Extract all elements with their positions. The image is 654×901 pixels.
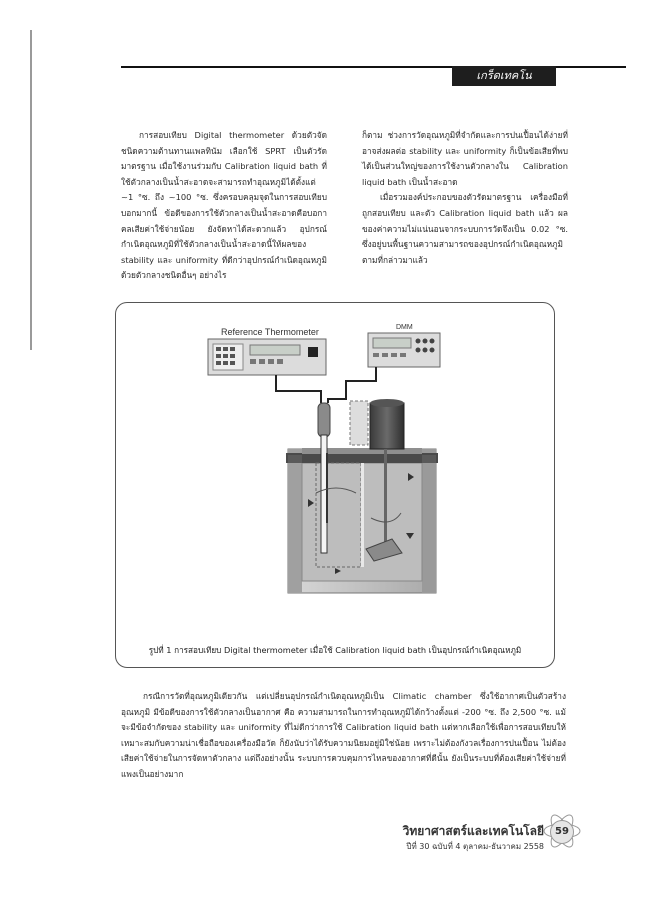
- section-tab: เกร็ดเทคโน: [452, 66, 556, 86]
- column-right-paragraph-1: ก็ตาม ช่วงการวัดอุณหภูมิที่จำกัดและการปนเปื้อนได้ง่ายที่อาจส่งผลต่อ stability และ uniformity ก็เป็นข้อเสียที่พบได้เป็นส่วนใหญ่ของการใช้งานตัวกลางใน Calibration liquid bath เป็นน้ำสะอาด: [362, 130, 568, 187]
- dmm-label: DMM: [396, 324, 413, 331]
- column-right-paragraph-2: เมื่อรวมองค์ประกอบของตัวรัดมาตรฐาน เครื่องมือที่ถูกสอบเทียบ และตัว Calibration liquid bath แล้ว ผลของค่าความไม่แน่นอนจากระบบการวัดจึงเป็น 0.02 °ซ. ซึ่งอยู่บนพื้นฐานความสามารถของอุปกรณ์กำเนิดอุณหภูมิตามที่กล่าวมาแล้ว: [362, 192, 568, 265]
- column-right: [362, 128, 568, 268]
- dmm-cable: [328, 367, 376, 403]
- reference-thermometer-label: Reference Thermometer: [221, 327, 319, 337]
- figure-caption: รูปที่ 1 การสอบเทียบ Digital thermometer เมื่อใช้ Calibration liquid bath เป็นอุปกรณ์กำเนิดอุณหภูมิ: [148, 645, 522, 655]
- margin-rule: [30, 30, 32, 350]
- reference-cable: [276, 375, 321, 395]
- body-bottom: [121, 689, 566, 783]
- page-number: 59: [550, 820, 574, 844]
- calibration-diagram: [116, 303, 554, 633]
- body-bottom-paragraph: กรณีการวัดที่อุณหภูมิเดียวกัน แต่เปลี่ยนอุปกรณ์กำเนิดอุณหภูมิเป็น Climatic chamber ซึ่งใช้อากาศเป็นตัวสร้างอุณหภูมิ มีข้อดีของการใช้ตัวกลางเป็นอากาศ คือ ความสามารถในการทำอุณหภูมิได้กว้างตั้งแต่ -200 °ซ. ถึง 2,500 °ซ. แม้จะมีข้อจำกัดของ stability และ uniformity ที่ไม่ดีกว่าการใช้ Calibration liquid bath แต่หากเลือกใช้เพื่อการสอบเทียบให้เหมาะสมกับความน่าเชื่อถือของเครื่องมือวัด ก็ยังนับว่าได้รับความนิยมอยู่มิใช่น้อย เพราะไม่ต้องกังวลเรื่องการปนเปื้อน ไม่ต้องเสียค่าใช้จ่ายในการจัดหาตัวกลาง แต่ถึงอย่างนั้น ระบบการควบคุมการไหลของอากาศที่ดีนั้น ยังเป็นระบบที่ต้องเสียค่าใช้จ่ายที่แพงเป็นอย่างมาก: [121, 691, 566, 779]
- calibration-liquid-bath: [286, 399, 438, 593]
- journal-issue: ปีที่ 30 ฉบับที่ 4 ตุลาคม-ธันวาคม 2558: [406, 842, 544, 851]
- probe-head: [318, 403, 330, 437]
- column-left: [121, 128, 327, 284]
- column-left-paragraph: การสอบเทียบ Digital thermometer ด้วยตัวจัดชนิดความต้านทานแพลทินัม เลือกใช้ SPRT เป็นตัวรัดมาตรฐาน เมื่อใช้งานร่วมกับ Calibration liquid bath ที่ใช้ตัวกลางเป็นน้ำสะอาดจะสามารถทำอุณหภูมิได้ตั้งแต่ ~1 °ซ. ถึง ~100 °ซ. ซึ่งครอบคลุมจุดในการสอบเทียบ บอกมากนี้ ข้อดีของการใช้ตัวกลางเป็นน้ำสะอาดคือบอกาคลเสียค่าใช้จ่ายน้อย ยังจัดหาได้สะดวกแล้ว อุปกรณ์กำเนิดอุณหภูมิที่ใช้ตัวกลางเป็นน้ำสะอาดนี้ให้ผลของ stability และ uniformity ที่ดีกว่าอุปกรณ์กำเนิดอุณหภูมิด้วยตัวกลางชนิดอื่นๆ อย่างไร: [121, 130, 327, 281]
- journal-name: วิทยาศาสตร์และเทคโนโลยี: [402, 824, 544, 838]
- dmm-device: [368, 333, 440, 367]
- figure-1: [115, 302, 555, 668]
- reference-thermometer-device: [208, 339, 326, 375]
